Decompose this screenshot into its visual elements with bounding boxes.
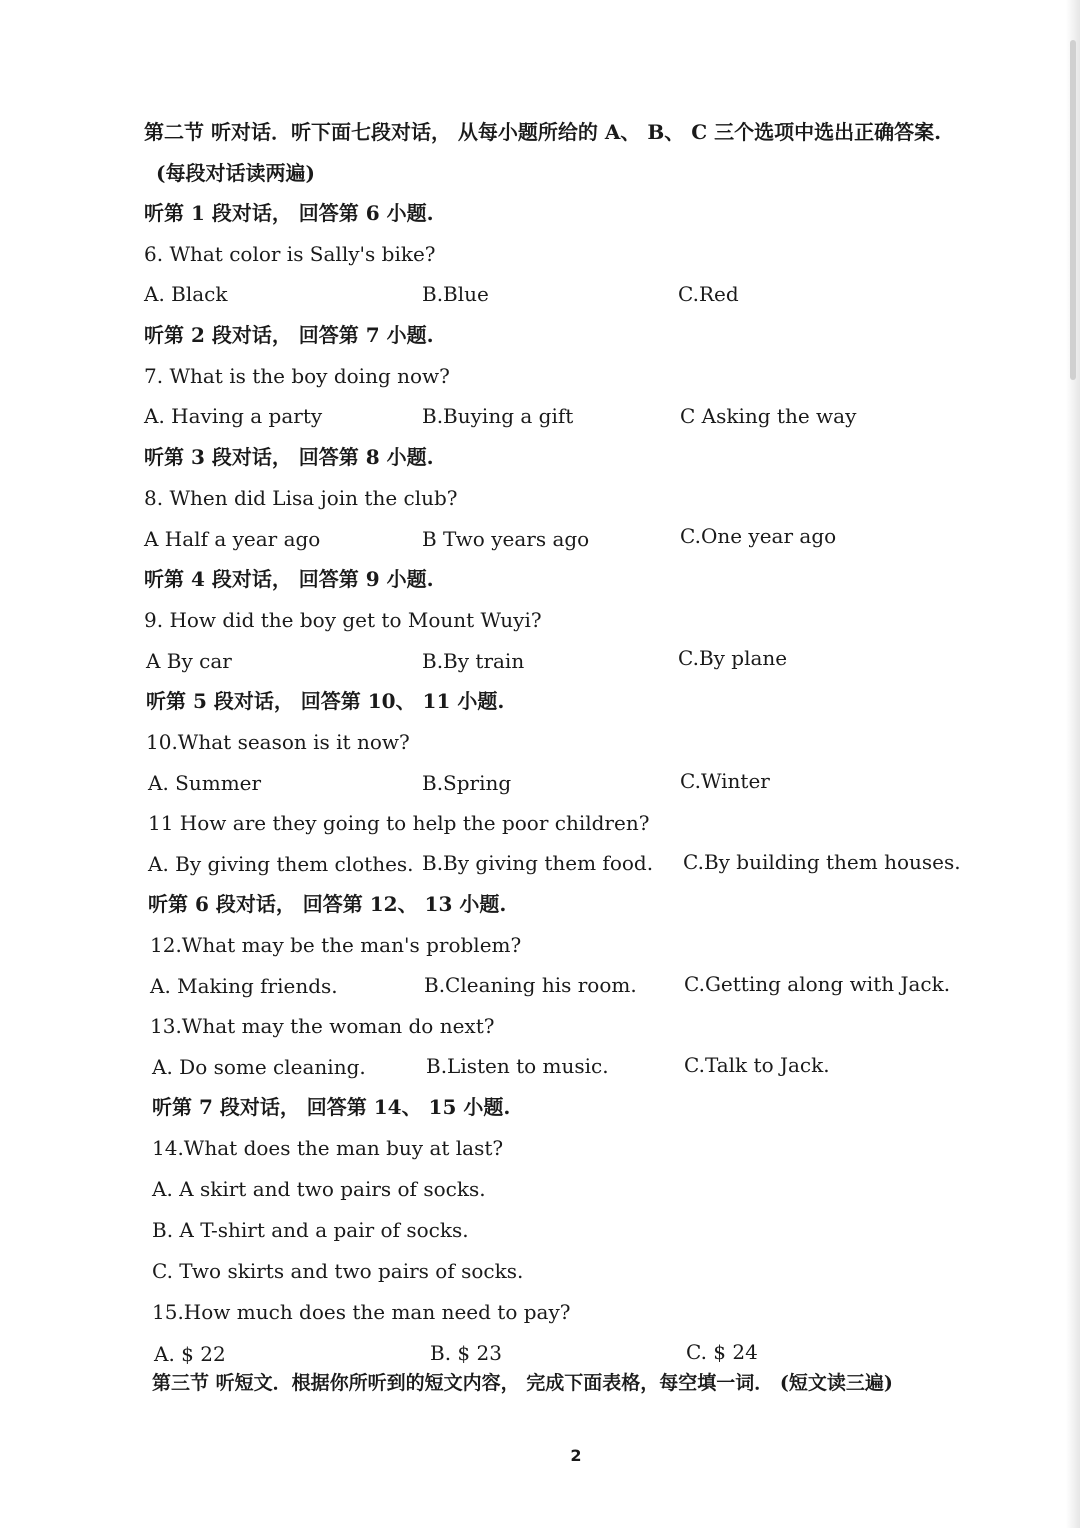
question-10: 10.What season is it now? <box>146 730 410 754</box>
question-6: 6. What color is Sally's bike? <box>144 242 436 266</box>
q9-option-c: C.By plane <box>678 646 788 670</box>
q6-option-b: B.Blue <box>422 282 489 306</box>
scroll-mark <box>1070 40 1076 380</box>
q11-option-b: B.By giving them food. <box>422 851 654 875</box>
q15-option-b: B. $ 23 <box>430 1341 502 1365</box>
question-13: 13.What may the woman do next? <box>150 1014 495 1038</box>
q11-option-a: A. By giving them clothes. <box>148 852 414 876</box>
q14-option-a: A. A skirt and two pairs of socks. <box>152 1177 486 1201</box>
q13-option-b: B.Listen to music. <box>426 1054 609 1078</box>
q15-option-c: C. $ 24 <box>686 1340 758 1364</box>
q10-option-a: A. Summer <box>148 771 262 795</box>
q13-option-a: A. Do some cleaning. <box>152 1055 366 1079</box>
q10-option-c: C.Winter <box>680 769 770 793</box>
q15-option-a: A. $ 22 <box>154 1342 226 1366</box>
q13-option-c: C.Talk to Jack. <box>684 1053 830 1077</box>
q6-option-c: C.Red <box>678 282 739 306</box>
question-11: 11 How are they going to help the poor children? <box>148 811 650 835</box>
q6-option-a: A. Black <box>144 282 228 306</box>
question-12: 12.What may be the man's problem? <box>150 933 522 957</box>
q14-option-c: C. Two skirts and two pairs of socks. <box>152 1259 524 1283</box>
q7-option-c: C Asking the way <box>680 404 857 428</box>
question-7: 7. What is the boy doing now? <box>144 364 450 388</box>
q9-option-a: A By car <box>146 649 232 673</box>
dialogue-intro-1: 听第 1 段对话， 回答第 6 小题. <box>144 201 434 225</box>
section3-heading: 第三节 听短文．根据你所听到的短文内容， 完成下面表格，每空填一词． (短文读三遍) <box>152 1372 893 1394</box>
q11-option-c: C.By building them houses. <box>683 850 961 874</box>
page-number: 2 <box>570 1446 582 1465</box>
q9-option-b: B.By train <box>422 649 525 673</box>
q8-option-b: B Two years ago <box>422 527 590 551</box>
question-8: 8. When did Lisa join the club? <box>144 486 458 510</box>
dialogue-intro-4: 听第 4 段对话， 回答第 9 小题. <box>144 567 434 591</box>
dialogue-intro-7: 听第 7 段对话， 回答第 14、 15 小题. <box>152 1095 511 1119</box>
q8-option-a: A Half a year ago <box>144 527 321 551</box>
dialogue-intro-6: 听第 6 段对话， 回答第 12、 13 小题. <box>148 892 507 916</box>
q8-option-c: C.One year ago <box>680 524 837 548</box>
dialogue-intro-2: 听第 2 段对话， 回答第 7 小题. <box>144 323 434 347</box>
q14-option-b: B. A T-shirt and a pair of socks. <box>152 1218 469 1242</box>
q12-option-c: C.Getting along with Jack. <box>684 972 951 996</box>
dialogue-intro-5: 听第 5 段对话， 回答第 10、 11 小题. <box>146 689 505 713</box>
q10-option-b: B.Spring <box>422 771 512 795</box>
section2-note: (每段对话读两遍) <box>156 161 315 185</box>
q7-option-a: A. Having a party <box>144 404 323 428</box>
question-15: 15.How much does the man need to pay? <box>152 1300 571 1324</box>
question-9: 9. How did the boy get to Mount Wuyi? <box>144 608 542 632</box>
question-14: 14.What does the man buy at last? <box>152 1136 504 1160</box>
q12-option-a: A. Making friends. <box>150 974 338 998</box>
dialogue-intro-3: 听第 3 段对话， 回答第 8 小题. <box>144 445 434 469</box>
q7-option-b: B.Buying a gift <box>422 404 574 428</box>
section2-heading: 第二节 听对话．听下面七段对话， 从每小题所给的 A、 B、 C 三个选项中选出正确答案. <box>144 120 942 144</box>
q12-option-b: B.Cleaning his room. <box>424 973 637 997</box>
